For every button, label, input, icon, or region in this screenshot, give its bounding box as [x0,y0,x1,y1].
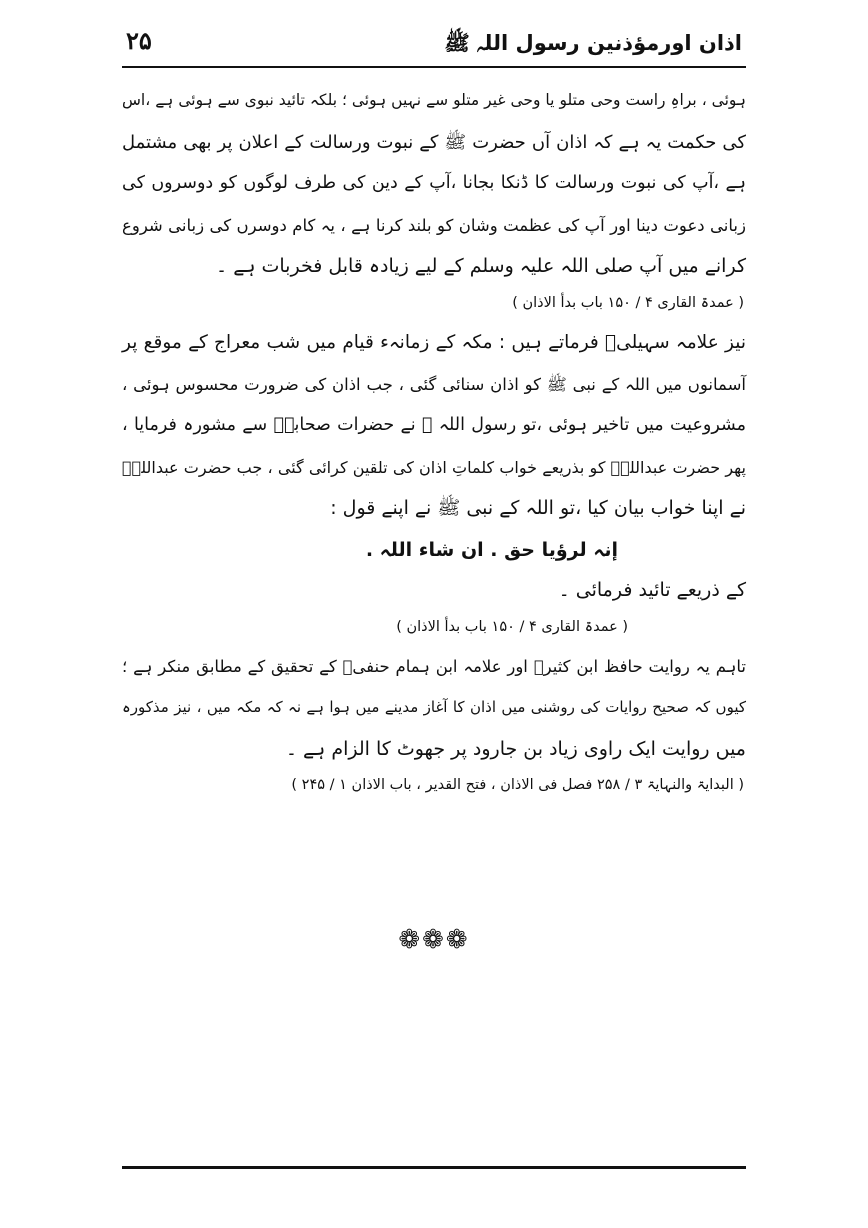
paragraph-1 [122,80,746,288]
paragraph-2 [122,322,746,530]
header-divider [122,66,746,68]
paragraph-3 [122,570,746,612]
text-line: نے اپنا خواب بیان کیا ،تو اللہ کے نبی ﷺ نے اپنے قول : [330,497,746,520]
page-number: ۲۵ [126,26,152,55]
quoted-saying: إنہ لرؤیا حق . ان شاء اللہ . [365,538,618,561]
text-line: پھر حضرت عبداللہؓ کو بذریعے خواب کلماتِ اذان کی تلقین کرائی گئی ، جب حضرت عبداللہؓ [122,457,746,477]
text-line: کرانے میں آپ صلی اللہ علیہ وسلم کے لیے زیادہ قابل فخربات ہے ۔ [216,255,746,278]
text-line: کی حکمت یہ ہے کہ اذان آں حضرت ﷺ کے نبوت ورسالت کے اعلان پر بھی مشتمل [122,131,746,153]
reference-2: ( عمدۃ القاری ۴ / ۱۵۰ باب بدأ الاذان ) [396,618,628,635]
body-text [122,80,746,804]
paragraph-4 [122,646,746,771]
text-line: آسمانوں میں اللہ کے نبی ﷺ کو اذان سنائی گئی ، جب اذان کی ضرورت محسوس ہوئی ، [122,374,746,394]
text-line: نیز علامہ سہیلیؒ فرماتے ہیں : مکہ کے زمانہء قیام میں شب معراج کے موقع پر [122,331,746,353]
text-line: کے ذریعے تائید فرمائی ۔ [558,578,746,601]
text-line: کیوں کہ صحیح روایات کی روشنی میں اذان کا آغاز مدینے میں ہوا ہے نہ کہ مکہ میں ، نیز مذکورہ [122,698,746,717]
text-line: میں روایت ایک راوی زیاد بن جارود پر جھوٹ کا الزام ہے ۔ [285,737,746,760]
reference-1: ( عمدۃ القاری ۴ / ۱۵۰ باب بدأ الاذان ) [512,294,744,311]
reference-3: ( البدایۃ والنہایۃ ۳ / ۲۵۸ فصل فی الاذان ، فتح القدیر ، باب الاذان ۱ / ۲۴۵ ) [291,777,744,794]
text-line: ہے ،آپ کی نبوت ورسالت کا ڈنکا بجانا ،آپ کے دین کی طرف لوگوں کو دوسروں کی [122,173,746,194]
text-line: مشروعیت میں تاخیر ہوئی ،تو رسول اللہ ﷺ نے حضرات صحابہؓ سے مشورہ فرمایا ، [122,415,746,436]
running-header-title: اذان اورمؤذنین رسول اللہ ﷺ [444,31,742,55]
footer-divider [122,1166,746,1169]
text-line: ہوئی ، براہِ راست وحی متلو یا وحی غیر متلو سے نہیں ہوئی ؛ بلکہ تائید نبوی سے ہوئی ہے ،اس [122,91,746,109]
section-end-ornament: ❁❁❁ [398,925,470,955]
text-line: تاہم یہ روایت حافظ ابن کثیرؒ اور علامہ ابن ہمام حنفیؒ کے تحقیق کے مطابق منکر ہے ؛ [122,656,746,676]
text-line: زبانی دعوت دینا اور آپ کی عظمت وشان کو بلند کرنا ہے ، یہ کام دوسرں کی زبانی شروع [122,215,746,235]
